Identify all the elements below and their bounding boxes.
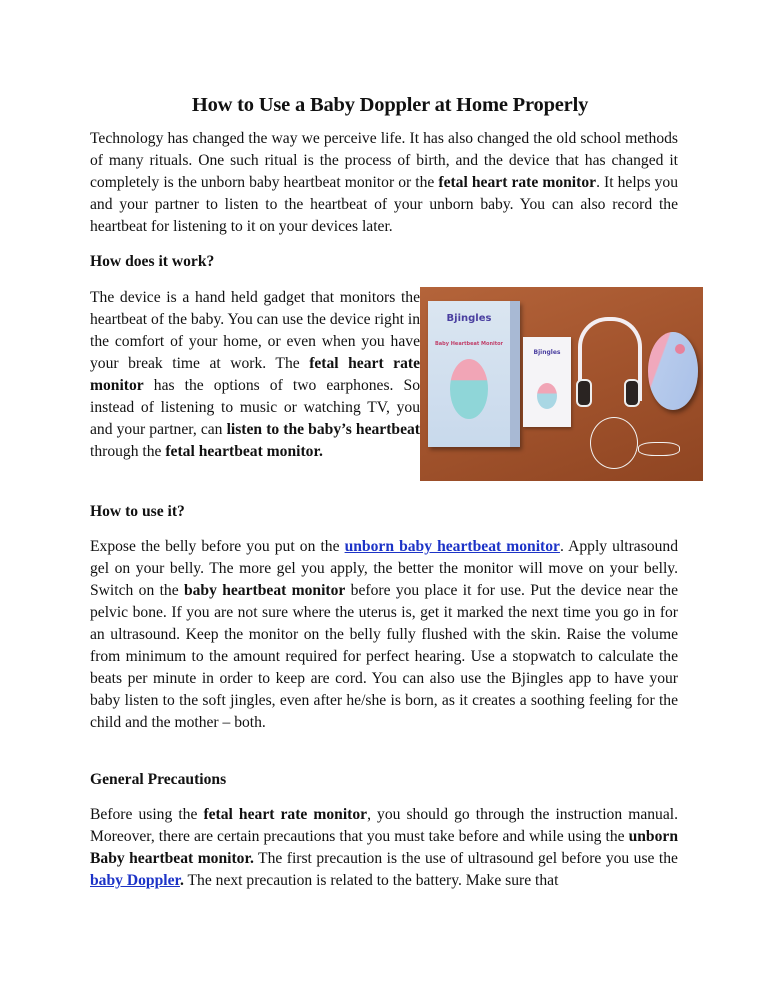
manual-booklet-image (523, 337, 571, 427)
product-photo (420, 287, 703, 481)
box-device-graphic (450, 359, 488, 419)
precautions-text-4: The next precaution is related to the battery. Make sure that (183, 872, 559, 889)
doppler-device-image (648, 332, 698, 410)
how-it-works-bold-2: listen to the baby’s heartbeat (226, 421, 420, 438)
manual-brand-label: Bjingles (533, 349, 561, 356)
precautions-text-1: Before using the (90, 806, 204, 823)
earbuds-icon (638, 442, 680, 456)
heading-how-does-it-work: How does it work? (90, 253, 215, 270)
how-it-works-block (90, 287, 678, 483)
precautions-bold-2: unborn Baby heartbeat monitor. (90, 828, 678, 867)
link-baby-doppler[interactable]: baby Doppler (90, 872, 180, 889)
intro-bold-fetal-heart-rate-monitor: fetal heart rate monitor (438, 174, 597, 191)
box-brand-label: Bjingles (446, 313, 492, 324)
how-it-works-bold-1: fetal heart rate monitor (90, 355, 420, 394)
how-to-use-bold-1: baby heartbeat monitor (183, 582, 346, 599)
how-to-use-text-1: Expose the belly before you put on the (90, 538, 345, 555)
product-box-image (428, 301, 520, 447)
precautions-text-2: , you should go through the instruction manual. Moreover, there are certain precautions that you must take before and while using the (90, 806, 678, 845)
heading-how-to-use: How to use it? (90, 503, 185, 520)
heart-icon (675, 344, 685, 354)
precautions-text-3: The first precaution is the use of ultrasound gel before you use the (253, 850, 678, 867)
how-it-works-bold-3: fetal heartbeat monitor. (165, 443, 323, 460)
heading-general-precautions: General Precautions (90, 771, 227, 788)
link-unborn-baby-heartbeat-monitor[interactable]: unborn baby heartbeat monitor (344, 538, 560, 555)
intro-paragraph (90, 128, 678, 238)
precautions-bold-3: . (179, 872, 184, 889)
headphone-cable (590, 417, 638, 469)
how-it-works-text-2: has the options of two earphones. So instead of listening to music or watching TV, you and your partner, can (90, 377, 420, 438)
manual-device-graphic (537, 383, 557, 409)
how-it-works-text-1: The device is a hand held gadget that monitors the heartbeat of the baby. You can use the device right in the comfort of your home, or even when you have your break time at work. The (90, 289, 420, 372)
how-to-use-paragraph (90, 536, 678, 734)
box-subtitle-label: Baby Heartbeat Monitor (434, 341, 504, 347)
intro-text-1: Technology has changed the way we perceive life. It has also changed the old school methods of many rituals. One such ritual is the process of birth, and the device that has changed it completely is the unborn baby heartbeat monitor or the (90, 130, 678, 191)
how-it-works-paragraph (90, 287, 420, 463)
precautions-bold-1: fetal heart rate monitor (203, 806, 368, 823)
how-to-use-text-3: before you place it for use. Put the device near the pelvic bone. If you are not sure where the uterus is, get it marked the next time you go in for an ultrasound. Keep the monitor on the belly fully flushed with the skin. Raise the volume from minimum to the amount required for perfect hearing. Use a stopwatch to calculate the beats per minute in order to keep are cord. You can also use the Bjingles app to have your baby listen to the soft jingles, even after he/she is born, as it creates a soothing feeling for the child and the mother – both. (90, 582, 678, 731)
document-page (90, 92, 678, 892)
headphone-left-cup (576, 379, 592, 407)
page-title: How to Use a Baby Doppler at Home Properly (191, 94, 589, 116)
headphone-right-cup (624, 379, 640, 407)
how-to-use-text-2: . Apply ultrasound gel on your belly. The more gel you apply, the better the monitor will move on your belly. Switch on the (90, 538, 678, 599)
intro-text-2: . It helps you and your partner to listen to the heartbeat of your unborn baby. You can also record the heartbeat for listening to it on your devices later. (90, 174, 678, 235)
precautions-paragraph (90, 804, 678, 892)
how-it-works-text-3: through the (90, 443, 166, 460)
